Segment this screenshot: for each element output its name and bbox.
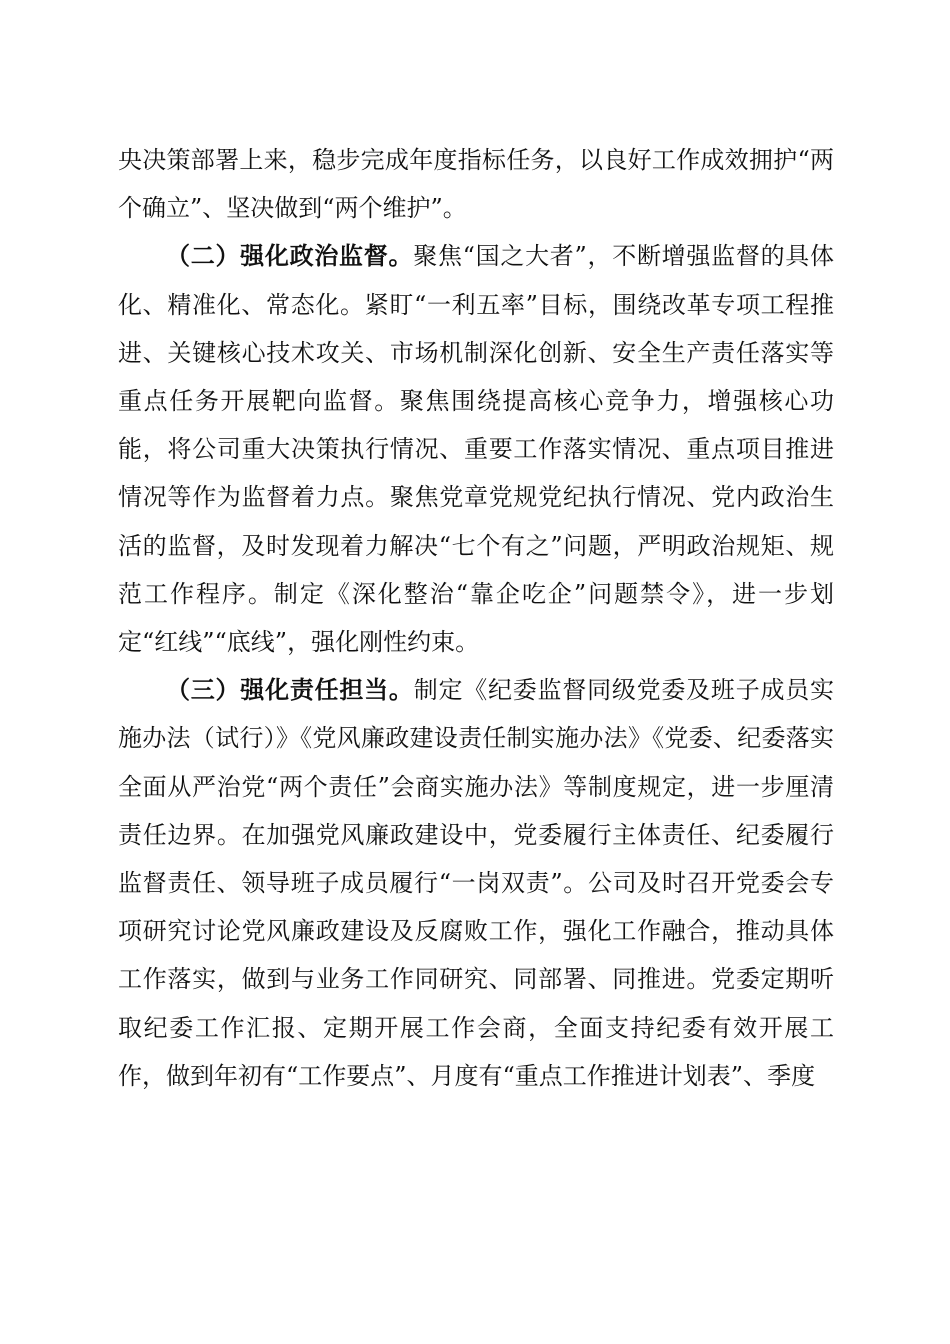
paragraph-1-text: 央决策部署上来，稳步完成年度指标任务，以良好工作成效拥护“两个确立”、坚决做到“两个维护”。 <box>118 146 834 223</box>
paragraph-political-supervision <box>118 232 834 666</box>
paragraph-2-heading: （二）强化政治监督。 <box>166 241 414 271</box>
paragraph-responsibility <box>118 666 834 1100</box>
document-page <box>118 136 834 1100</box>
paragraph-2-text: 聚焦“国之大者”，不断增强监督的具体化、精准化、常态化。紧盯“一利五率”目标，围绕改革专项工程推进、关键核心技术攻关、市场机制深化创新、安全生产责任落实等重点任务开展靶向监督。聚焦围绕提高核心竞争力，增强核心功能，将公司重大决策执行情况、重要工作落实情况、重点项目推进情况等作为监督着力点。聚焦党章党规党纪执行情况、党内政治生活的监督，及时发现着力解决“七个有之”问题，严明政治规矩、规范工作程序。制定《深化整治“靠企吃企”问题禁令》，进一步划定“红线”“底线”，强化刚性约束。 <box>118 242 835 657</box>
paragraph-3-text: 制定《纪委监督同级党委及班子成员实施办法（试行）》《党风廉政建设责任制实施办法》《党委、纪委落实全面从严治党“两个责任”会商实施办法》等制度规定，进一步厘清责任边界。在加强党风廉政建设中，党委履行主体责任、纪委履行监督责任、领导班子成员履行“一岗双责”。公司及时召开党委会专项研究讨论党风廉政建设及反腐败工作，强化工作融合，推动具体工作落实，做到与业务工作同研究、同部署、同推进。党委定期听取纪委工作汇报、定期开展工作会商，全面支持纪委有效开展工作，做到年初有“工作要点”、月度有“重点工作推进计划表”、季度 <box>118 676 835 1090</box>
paragraph-continuation <box>118 136 834 232</box>
paragraph-3-heading: （三）强化责任担当。 <box>166 675 414 705</box>
